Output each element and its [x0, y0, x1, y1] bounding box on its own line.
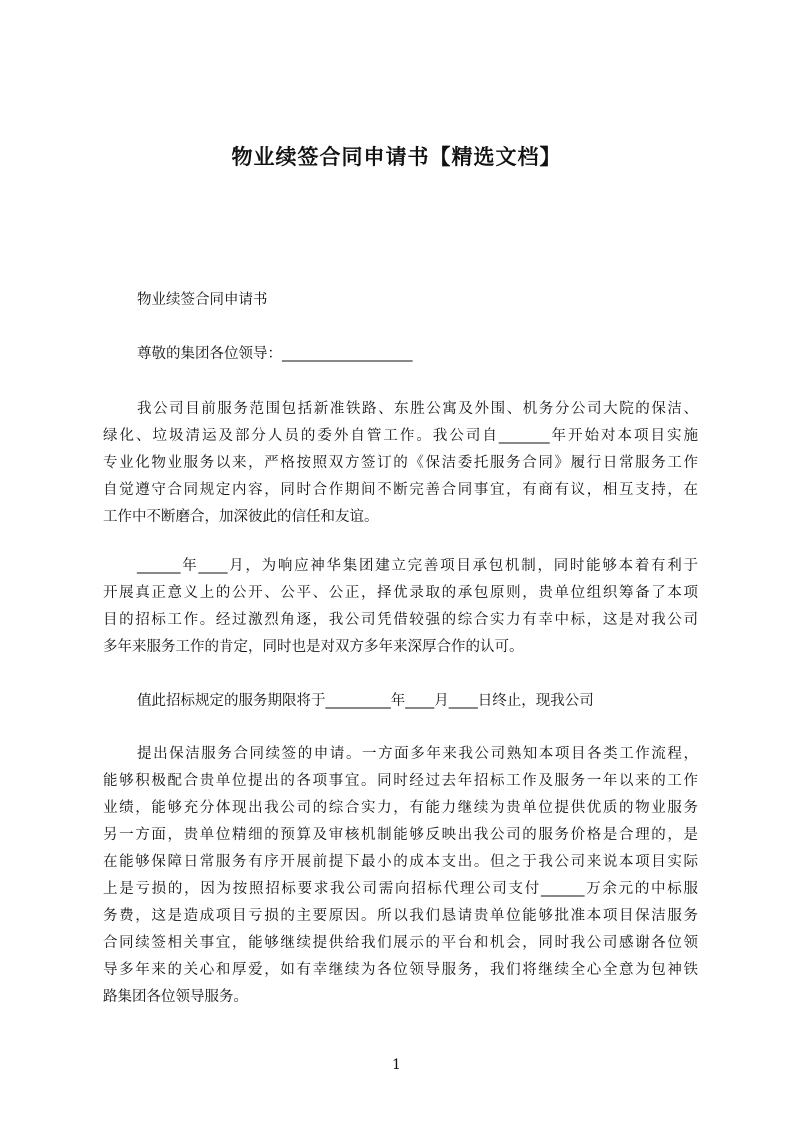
- paragraph-4-line-7: 务费，这是造成项目亏损的主要原因。所以我们恳请贵单位能够批准本项目保洁服务: [103, 908, 698, 924]
- salutation: 尊敬的集团各位领导：__________________: [137, 346, 413, 362]
- paragraph-2-line-2: 开展真正意义上的公开、公平、公正，择优录取的承包原则，贵单位组织筹备了本项: [103, 585, 698, 601]
- paragraph-2-line-3: 目的招标工作。经过激烈角逐，我公司凭借较强的综合实力有幸中标，这是对我公司: [103, 612, 698, 628]
- paragraph-2-line-1: ______年____月，为响应神华集团建立完善项目承包机制，同时能够本着有利于: [137, 558, 698, 574]
- paragraph-4-line-9: 导多年来的关心和厚爱，如有幸继续为各位领导服务，我们将继续全心全意为包神铁: [103, 962, 698, 978]
- paragraph-1-line-1: 我公司目前服务范围包括新准铁路、东胜公寓及外围、机务分公司大院的保洁、: [137, 401, 698, 417]
- paragraph-1-line-3: 专业化物业服务以来，严格按照双方签订的《保洁委托服务合同》履行日常服务工作: [103, 455, 698, 471]
- paragraph-4-line-2: 能够积极配合贵单位提出的各项事宜。同时经过去年招标工作及服务一年以来的工作: [103, 773, 698, 789]
- paragraph-4-line-3: 业绩，能够充分体现出我公司的综合实力，有能力继续为贵单位提供优质的物业服务: [103, 800, 698, 816]
- paragraph-4-line-10: 路集团各位领导服务。: [103, 989, 248, 1005]
- paragraph-4-line-4: 另一方面，贵单位精细的预算及审核机制能够反映出我公司的服务价格是合理的，是: [103, 827, 698, 843]
- paragraph-2-line-4: 多年来服务工作的肯定，同时也是对双方多年来深厚合作的认可。: [103, 639, 524, 655]
- paragraph-4-line-8: 合同续签相关事宜，能够继续提供给我们展示的平台和机会，同时我公司感谢各位领: [103, 935, 698, 951]
- paragraph-4-line-6: 上是亏损的，因为按照招标要求我公司需向招标代理公司支付______万余元的中标服: [103, 881, 698, 897]
- paragraph-4-line-1: 提出保洁服务合同续签的申请。一方面多年来我公司熟知本项目各类工作流程，: [137, 746, 698, 762]
- paragraph-3: 值此招标规定的服务期限将于_________年____月____日终止，现我公司: [137, 693, 594, 709]
- paragraph-1-line-5: 工作中不断磨合，加深彼此的信任和友谊。: [103, 509, 379, 525]
- paragraph-4-line-5: 在能够保障日常服务有序开展前提下最小的成本支出。但之于我公司来说本项目实际: [103, 854, 698, 870]
- paragraph-1-line-4: 自觉遵守合同规定内容，同时合作期间不断完善合同事宜，有商有议，相互支持，在: [103, 482, 698, 498]
- paragraph-1-line-2: 绿化、垃圾清运及部分人员的委外自管工作。我公司自_______年开始对本项目实施: [103, 428, 698, 444]
- document-subtitle: 物业续签合同申请书: [137, 292, 268, 308]
- document-title: 物业续签合同申请书【精选文档】: [231, 145, 562, 169]
- page-number: 1: [392, 1057, 401, 1073]
